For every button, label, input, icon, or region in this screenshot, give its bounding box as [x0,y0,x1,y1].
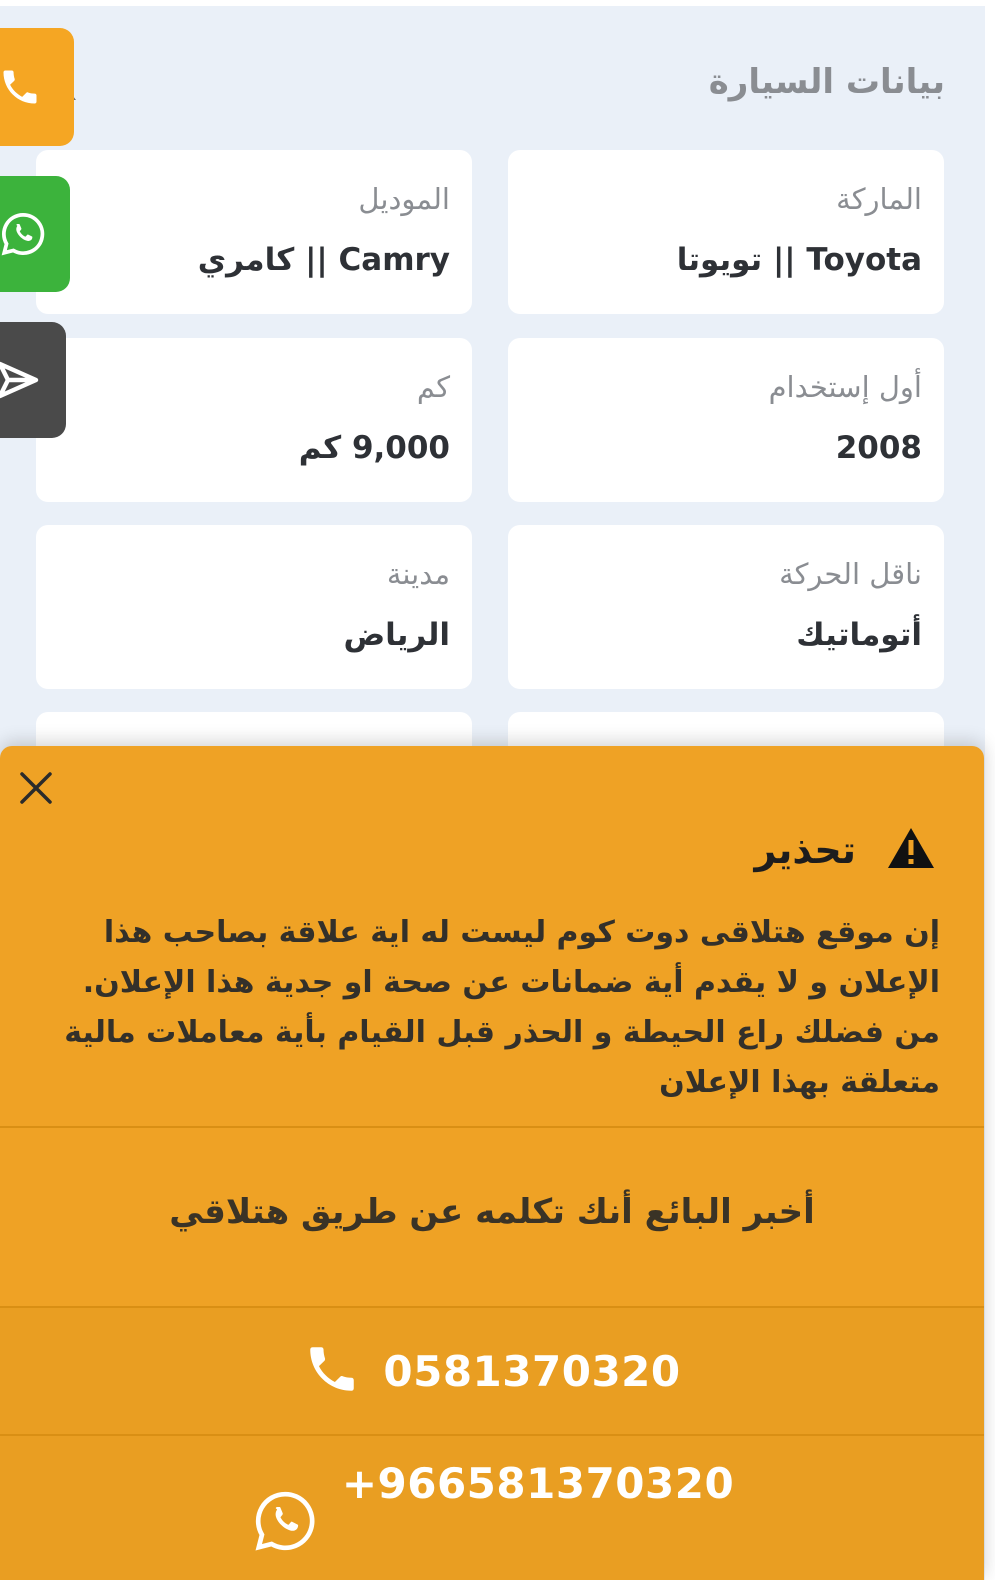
phone-icon [303,1340,361,1402]
card-model [36,150,472,314]
warning-panel [0,746,984,1580]
card-value: الرياض [343,617,450,653]
warning-text: إن موقع هتلاقى دوت كوم ليست له اية علاقة بصاحب هذا الإعلان و لا يقدم أية ضمانات عن صحة او جدية هذا الإعلان. من فضلك راع الحيطة و الحذر قبل القيام بأية معاملات مالية متعلقة بهذا الإعلان [64,915,940,1100]
card-label: ناقل الحركة [779,557,922,591]
divider [0,1126,984,1128]
card-transmission [508,525,944,689]
card-label: الماركة [836,182,922,216]
card-label: أول إستخدام [768,370,922,404]
phone-icon [0,65,42,109]
tell-seller-text: أخبر البائع أنك تكلمه عن طريق هتلاقي [169,1192,815,1232]
phone-number: 0581370320 [383,1346,681,1396]
whatsapp-icon [0,209,48,259]
card-value: 2008 [835,430,922,466]
whatsapp-icon [250,1486,320,1560]
card-value: Camry || كامري [197,242,450,278]
whatsapp-row[interactable] [0,1436,984,1580]
warning-header [754,826,936,874]
section-title: بيانات السيارة [708,62,945,102]
whatsapp-button[interactable] [0,176,70,292]
call-button[interactable] [0,28,74,146]
card-value: 9,000 كم [298,430,450,466]
whatsapp-number: +966581370320 [341,1458,735,1508]
card-city [36,525,472,689]
warning-title: تحذير [754,828,856,872]
phone-call-row[interactable] [0,1308,984,1434]
card-value: Toyota || تويوتا [676,242,922,278]
close-icon [16,768,56,808]
card-brand [508,150,944,314]
card-mileage [36,338,472,502]
card-label: الموديل [358,182,450,216]
share-icon [0,356,42,404]
card-first-use [508,338,944,502]
share-button[interactable] [0,322,66,438]
warning-triangle-icon [886,826,936,874]
card-value: أتوماتيك [796,617,922,653]
card-label: كم [416,370,450,404]
card-label: مدينة [386,557,450,591]
close-button[interactable] [16,768,56,808]
